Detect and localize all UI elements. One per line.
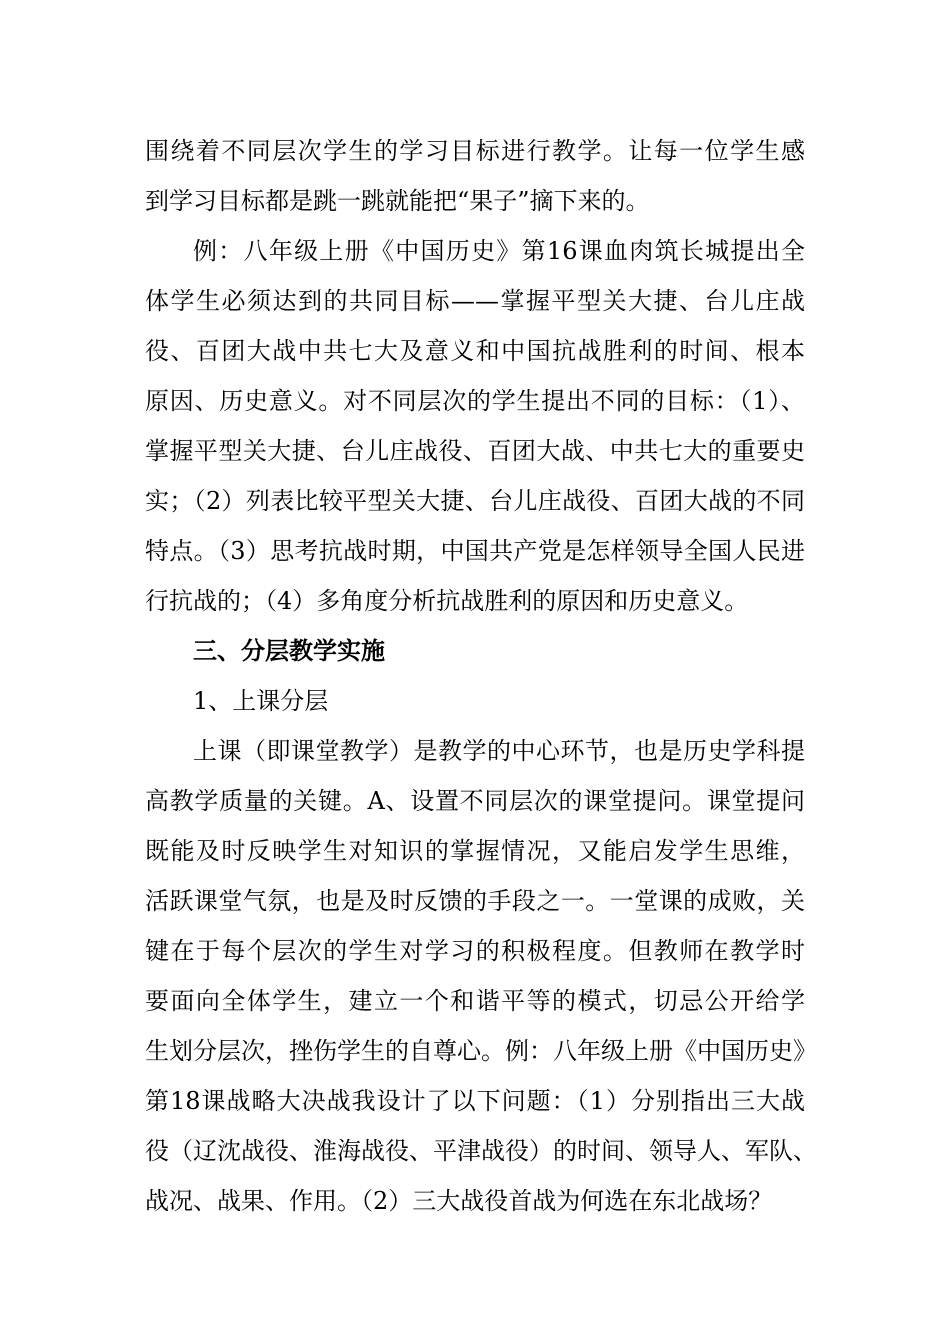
text-line: 第18课战略大决战我设计了以下问题：（1）分别指出三大战 <box>145 1087 805 1115</box>
text-line: 高教学质量的关键。A、设置不同层次的课堂提问。课堂提问 <box>145 787 805 815</box>
text-line: 原因、历史意义。对不同层次的学生提出不同的目标：（1）、 <box>145 387 805 415</box>
text-line: 实；（2）列表比较平型关大捷、台儿庄战役、百团大战的不同 <box>145 487 805 515</box>
text-line: 围绕着不同层次学生的学习目标进行教学。让每一位学生感 <box>145 137 805 165</box>
text-line: 键在于每个层次的学生对学习的积极程度。但教师在教学时 <box>145 937 805 965</box>
text-line: 要面向全体学生，建立一个和谐平等的模式，切忌公开给学 <box>145 987 805 1015</box>
section-heading: 三、分层教学实施 <box>193 637 385 665</box>
subsection-heading: 1、上课分层 <box>193 687 329 715</box>
text-line: 特点。（3）思考抗战时期，中国共产党是怎样领导全国人民进 <box>145 537 805 565</box>
text-line: 行抗战的；（4）多角度分析抗战胜利的原因和历史意义。 <box>145 587 749 615</box>
text-line: 上课（即课堂教学）是教学的中心环节，也是历史学科提 <box>193 737 805 765</box>
text-line: 掌握平型关大捷、台儿庄战役、百团大战、中共七大的重要史 <box>145 437 805 465</box>
text-line: 役、百团大战中共七大及意义和中国抗战胜利的时间、根本 <box>145 337 805 365</box>
text-line: 活跃课堂气氛，也是及时反馈的手段之一。一堂课的成败，关 <box>145 887 805 915</box>
text-line: 役（辽沈战役、淮海战役、平津战役）的时间、领导人、军队、 <box>145 1137 817 1165</box>
text-line: 到学习目标都是跳一跳就能把“果子”摘下来的。 <box>145 187 650 215</box>
text-line: 既能及时反映学生对知识的掌握情况，又能启发学生思维， <box>145 837 805 865</box>
text-line: 生划分层次，挫伤学生的自尊心。例：八年级上册《中国历史》 <box>145 1037 817 1065</box>
text-line: 战况、战果、作用。（2）三大战役首战为何选在东北战场？ <box>145 1187 773 1215</box>
text-line: 例：八年级上册《中国历史》第16课血肉筑长城提出全 <box>193 237 805 265</box>
text-line: 体学生必须达到的共同目标——掌握平型关大捷、台儿庄战 <box>145 287 805 315</box>
